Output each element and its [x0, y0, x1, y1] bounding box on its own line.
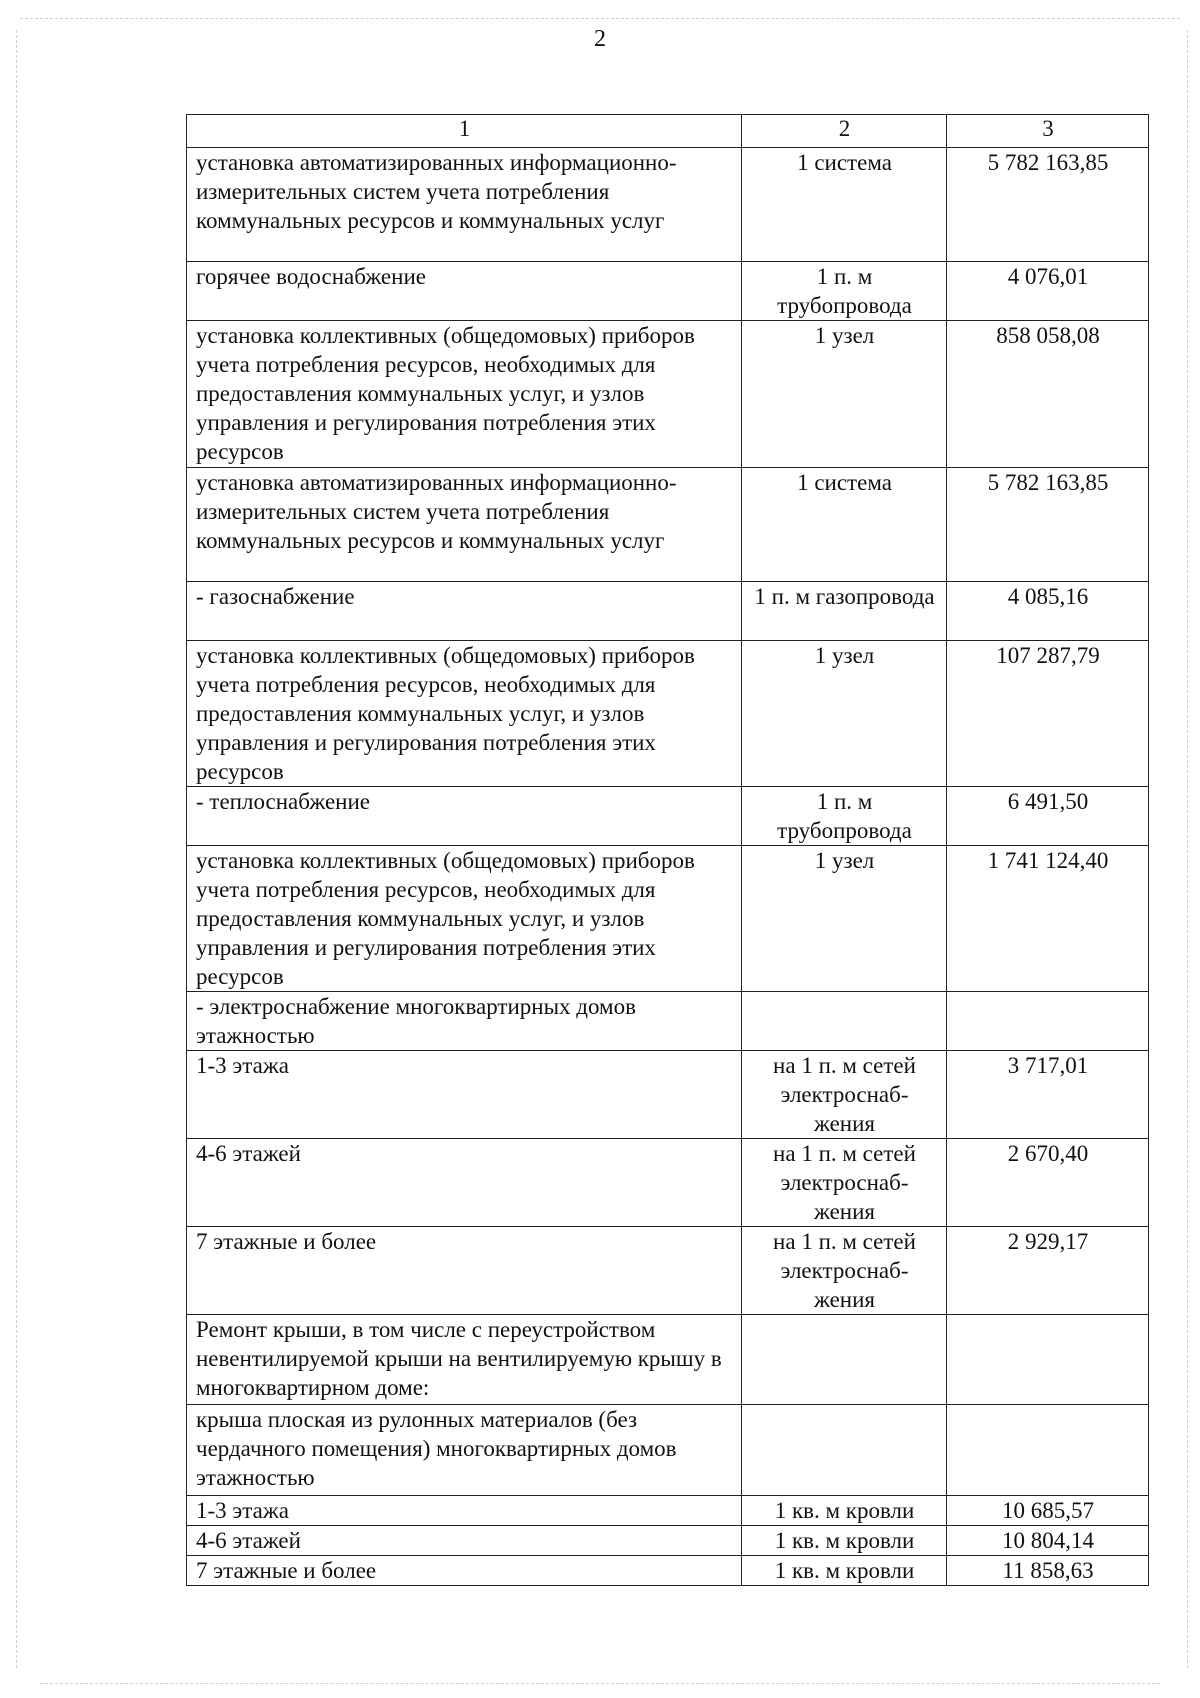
row-cost: 5 782 163,85	[947, 148, 1149, 262]
row-cost: 4 085,16	[947, 582, 1149, 641]
row-unit: на 1 п. м сетей электроснаб-жения	[742, 1227, 947, 1315]
row-cost: 2 670,40	[947, 1139, 1149, 1227]
row-unit: 1 узел	[742, 321, 947, 468]
scan-edge-bottom	[40, 1683, 1160, 1684]
row-cost: 107 287,79	[947, 641, 1149, 787]
table-row	[187, 262, 1149, 321]
table-row	[187, 468, 1149, 582]
table-row	[187, 846, 1149, 992]
row-description: - теплоснабжение	[187, 787, 742, 846]
row-unit: на 1 п. м сетей электроснаб-жения	[742, 1051, 947, 1139]
row-unit: 1 п. м трубопровода	[742, 262, 947, 321]
row-unit	[742, 1405, 947, 1496]
row-cost	[947, 992, 1149, 1051]
row-unit: 1 кв. м кровли	[742, 1556, 947, 1586]
row-unit: 1 п. м трубопровода	[742, 787, 947, 846]
row-unit: 1 кв. м кровли	[742, 1496, 947, 1526]
page-number: 2	[594, 26, 606, 52]
row-cost: 4 076,01	[947, 262, 1149, 321]
row-description: установка автоматизированных информационно-измерительных систем учета потребления коммунальных ресурсов и коммунальных услуг	[187, 468, 742, 582]
table-row	[187, 1526, 1149, 1556]
row-cost: 1 741 124,40	[947, 846, 1149, 992]
row-description: 1-3 этажа	[187, 1496, 742, 1526]
row-cost	[947, 1405, 1149, 1496]
row-description: крыша плоская из рулонных материалов (без чердачного помещения) многоквартирных домов этажностью	[187, 1405, 742, 1496]
table-row	[187, 787, 1149, 846]
table-row	[187, 1051, 1149, 1139]
row-description: Ремонт крыши, в том числе с переустройством невентилируемой крыши на вентилируемую крышу в многоквартирном доме:	[187, 1315, 742, 1405]
row-description: установка автоматизированных информационно-измерительных систем учета потребления коммунальных ресурсов и коммунальных услуг	[187, 148, 742, 262]
row-cost: 6 491,50	[947, 787, 1149, 846]
row-cost: 5 782 163,85	[947, 468, 1149, 582]
table-row	[187, 1496, 1149, 1526]
row-description: 7 этажные и более	[187, 1227, 742, 1315]
table-header-row	[187, 115, 1149, 148]
row-description: установка коллективных (общедомовых) приборов учета потребления ресурсов, необходимых для предоставления коммунальных услуг, и узлов управления и регулирования потребления этих ресурсов	[187, 641, 742, 787]
scan-edge-left	[16, 30, 17, 1668]
table-row	[187, 1315, 1149, 1405]
row-description: - газоснабжение	[187, 582, 742, 641]
row-cost: 10 804,14	[947, 1526, 1149, 1556]
row-unit: 1 узел	[742, 641, 947, 787]
table-row	[187, 148, 1149, 262]
scan-edge-right	[1187, 30, 1188, 1668]
row-unit: на 1 п. м сетей электроснаб-жения	[742, 1139, 947, 1227]
table-row	[187, 992, 1149, 1051]
table-row	[187, 1139, 1149, 1227]
header-cell-1: 1	[187, 115, 742, 148]
row-description: горячее водоснабжение	[187, 262, 742, 321]
row-description: установка коллективных (общедомовых) приборов учета потребления ресурсов, необходимых для предоставления коммунальных услуг, и узлов управления и регулирования потребления этих ресурсов	[187, 846, 742, 992]
header-cell-2: 2	[742, 115, 947, 148]
row-unit: 1 кв. м кровли	[742, 1526, 947, 1556]
row-cost: 10 685,57	[947, 1496, 1149, 1526]
row-unit: 1 узел	[742, 846, 947, 992]
table-row	[187, 321, 1149, 468]
row-unit: 1 система	[742, 148, 947, 262]
row-unit	[742, 992, 947, 1051]
row-cost: 11 858,63	[947, 1556, 1149, 1586]
row-description: 1-3 этажа	[187, 1051, 742, 1139]
row-description: - электроснабжение многоквартирных домов этажностью	[187, 992, 742, 1051]
table-row	[187, 582, 1149, 641]
table-row	[187, 1227, 1149, 1315]
row-cost: 858 058,08	[947, 321, 1149, 468]
row-unit: 1 п. м газопровода	[742, 582, 947, 641]
table-row	[187, 1556, 1149, 1586]
row-cost: 2 929,17	[947, 1227, 1149, 1315]
row-description: 4-6 этажей	[187, 1139, 742, 1227]
row-description: 7 этажные и более	[187, 1556, 742, 1586]
row-unit: 1 система	[742, 468, 947, 582]
table-row	[187, 641, 1149, 787]
tariff-table	[186, 114, 1149, 1586]
row-unit	[742, 1315, 947, 1405]
row-cost	[947, 1315, 1149, 1405]
header-cell-3: 3	[947, 115, 1149, 148]
table-row	[187, 1405, 1149, 1496]
row-description: 4-6 этажей	[187, 1526, 742, 1556]
row-cost: 3 717,01	[947, 1051, 1149, 1139]
row-description: установка коллективных (общедомовых) приборов учета потребления ресурсов, необходимых для предоставления коммунальных услуг, и узлов управления и регулирования потребления этих ресурсов	[187, 321, 742, 468]
scan-edge-top	[20, 18, 1180, 19]
